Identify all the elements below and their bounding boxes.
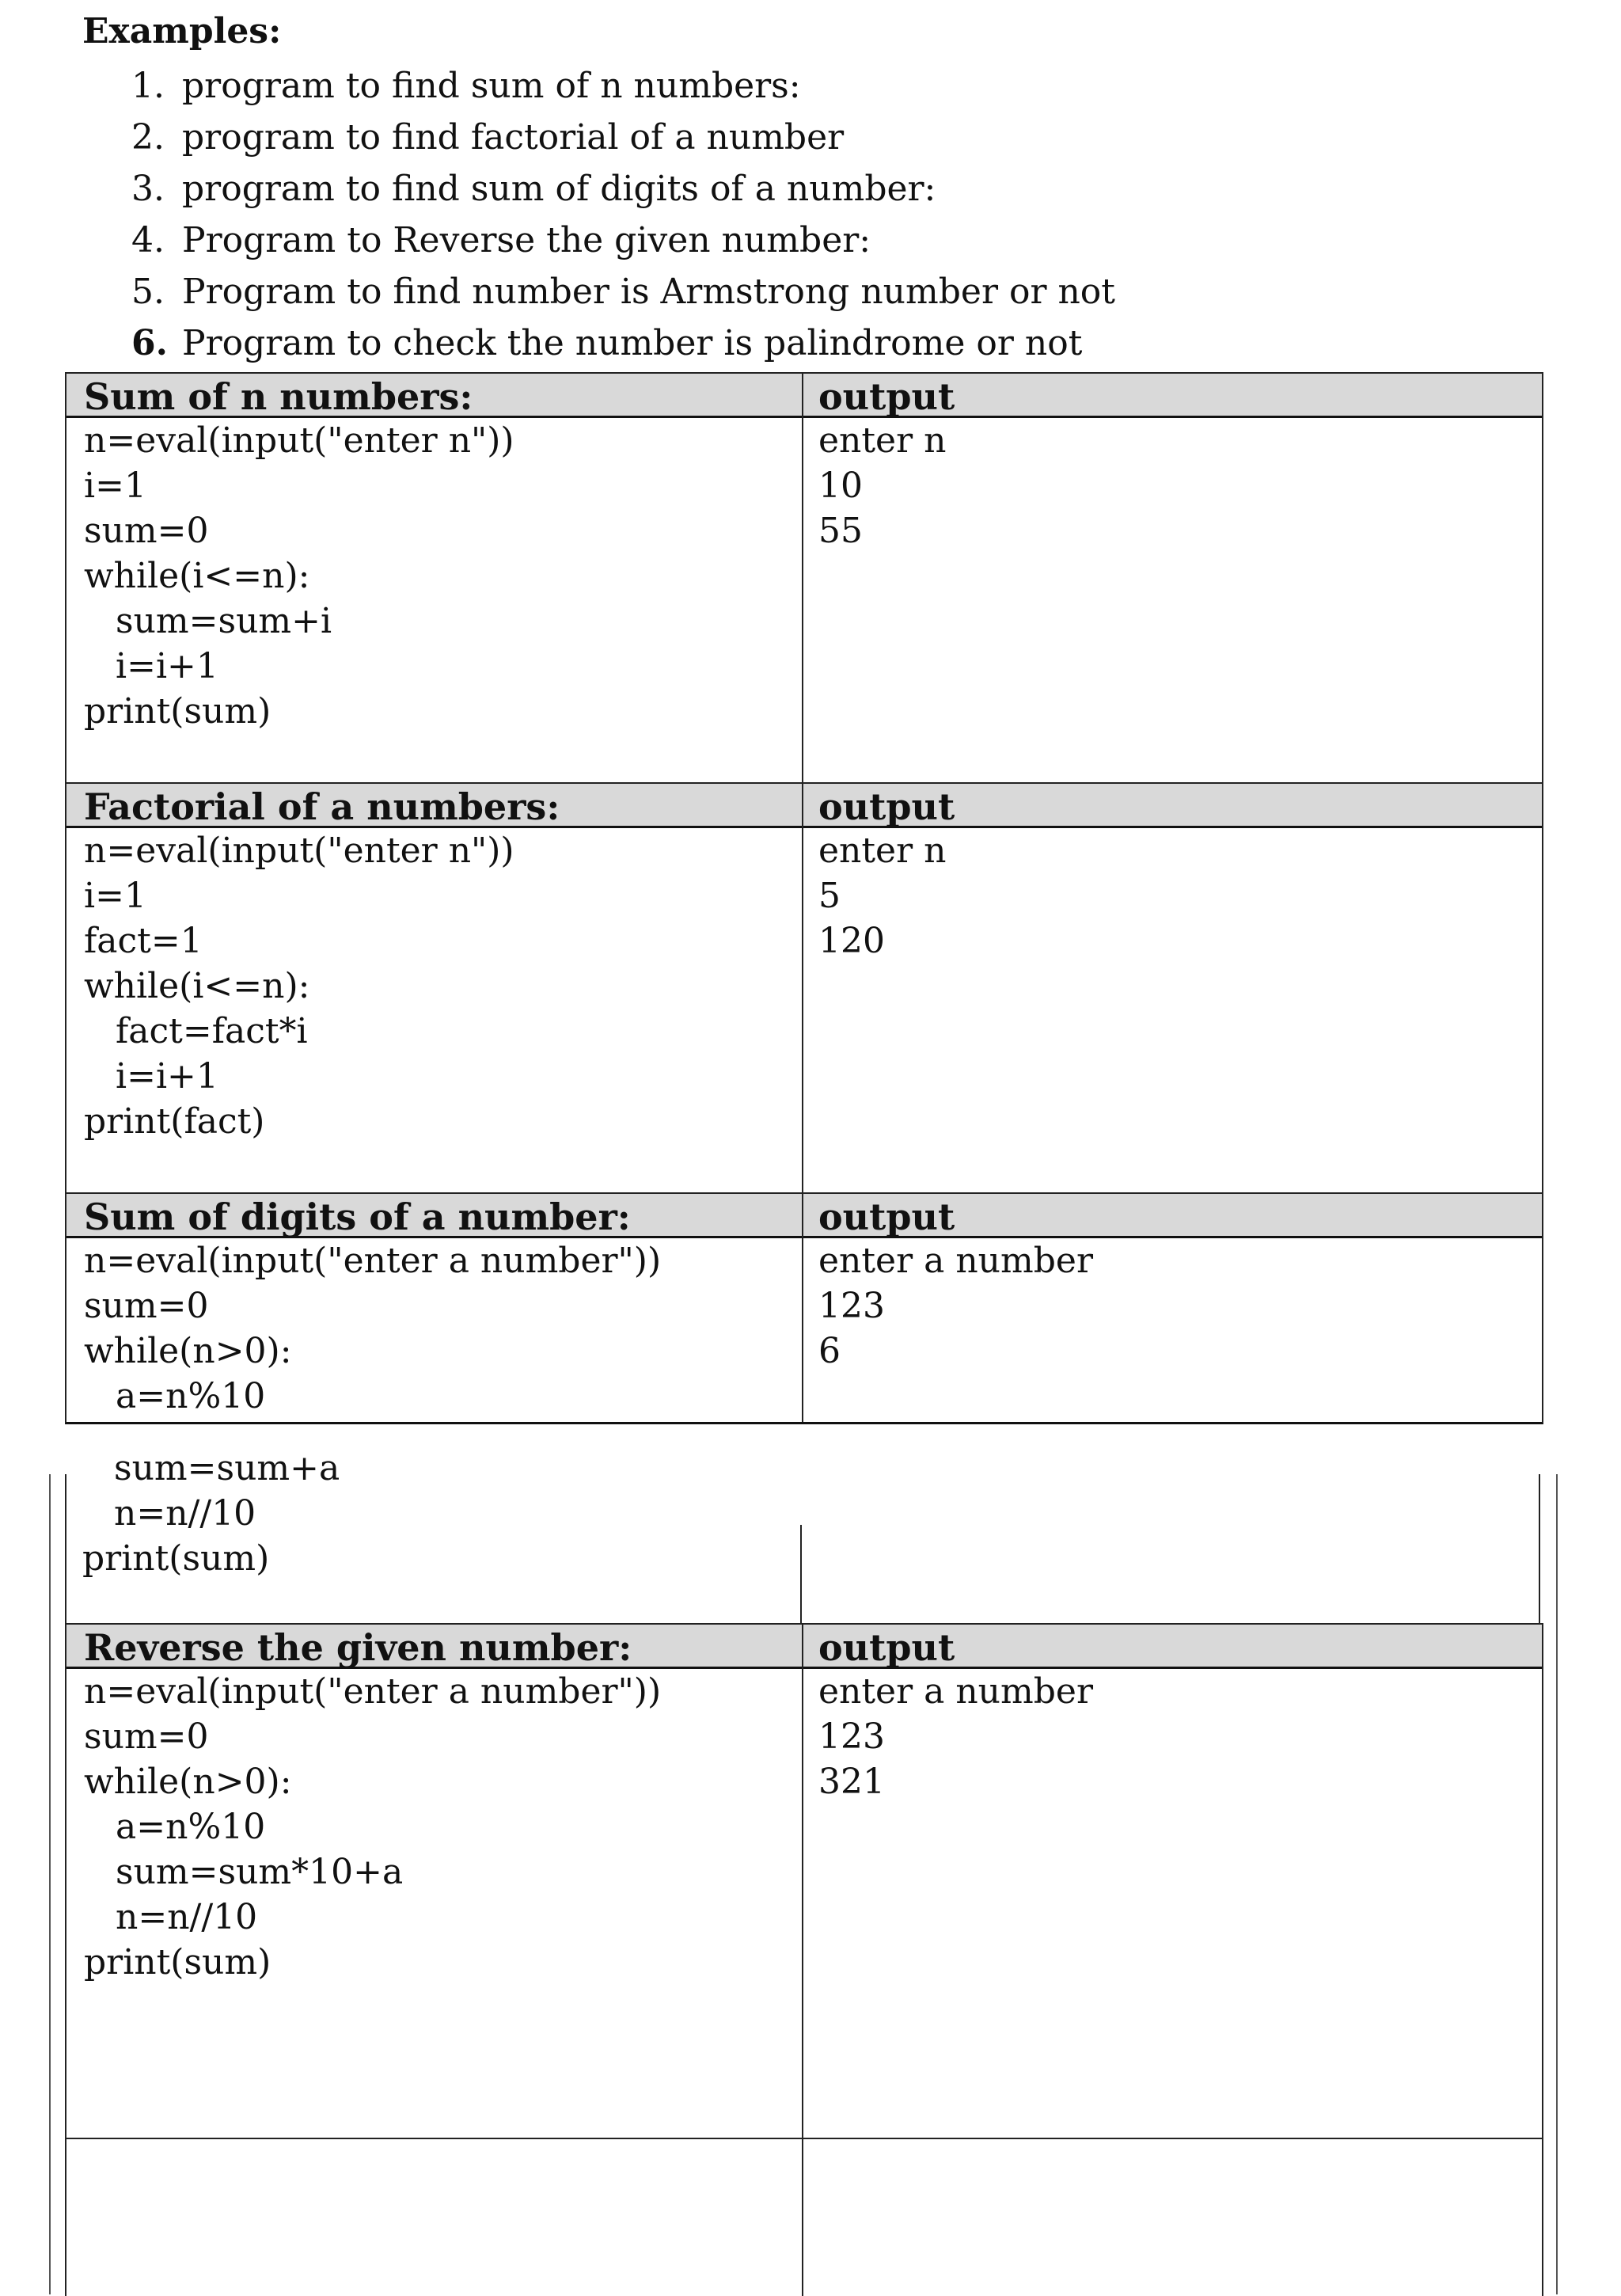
example-number: 1. — [131, 66, 165, 106]
output-label: output — [818, 375, 955, 418]
output-block — [818, 418, 946, 553]
example-item — [131, 215, 1115, 266]
output-label: output — [818, 1626, 955, 1669]
output-line: 6 — [818, 1331, 841, 1371]
code-block — [84, 1238, 661, 1419]
sum-of-digits-table — [65, 1192, 1543, 1424]
table-title: Sum of digits of a number: — [84, 1196, 631, 1238]
example-text: program to find factorial of a number — [182, 117, 845, 158]
output-label: output — [818, 1196, 955, 1238]
code-line: n=n//10 — [116, 1897, 258, 1937]
sum-of-n-table — [65, 372, 1543, 784]
code-line: print(sum) — [84, 1942, 271, 1982]
code-line: a=n%10 — [116, 1376, 266, 1416]
output-line: enter a number — [818, 1671, 1093, 1712]
code-line: a=n%10 — [116, 1807, 266, 1847]
output-block — [818, 1669, 1093, 1804]
table-header-row — [66, 782, 1542, 828]
examples-heading: Examples: — [82, 11, 282, 51]
example-text: Program to find number is Armstrong number or not — [182, 272, 1115, 312]
table-title: Factorial of a numbers: — [84, 785, 560, 828]
code-block — [84, 1669, 661, 1985]
code-line: i=1 — [84, 876, 146, 916]
example-number: 6. — [131, 323, 168, 363]
code-line: while(n>0): — [84, 1331, 292, 1371]
table-header-row — [66, 1192, 1542, 1238]
example-number: 3. — [131, 169, 165, 209]
code-line: n=eval(input("enter n")) — [84, 420, 514, 461]
code-block — [84, 828, 514, 1144]
table-header-row — [66, 372, 1542, 418]
output-line: 321 — [818, 1762, 885, 1802]
output-line: enter n — [818, 831, 947, 871]
output-line: 120 — [818, 921, 885, 961]
page-frame-right — [1556, 1474, 1558, 2294]
example-number: 4. — [131, 220, 165, 260]
example-item — [131, 266, 1115, 317]
code-line: i=i+1 — [116, 646, 218, 686]
output-line: 5 — [818, 876, 841, 916]
code-line: print(sum) — [84, 691, 271, 732]
output-line: 55 — [818, 511, 863, 551]
code-line: sum=sum*10+a — [116, 1852, 404, 1892]
output-line: enter n — [818, 420, 947, 461]
table-right-border — [1539, 1474, 1540, 1625]
output-block — [818, 828, 946, 964]
page-frame-left — [49, 1474, 51, 2294]
table-left-border — [65, 1474, 66, 1625]
table-header-row — [66, 1623, 1542, 1669]
code-block — [84, 418, 514, 734]
output-line: 123 — [818, 1286, 885, 1326]
code-line: while(n>0): — [84, 1762, 292, 1802]
example-item — [131, 163, 1115, 215]
factorial-table — [65, 782, 1543, 1192]
code-line: print(sum) — [82, 1538, 270, 1579]
table-title: Reverse the given number: — [84, 1626, 632, 1669]
example-text: Program to Reverse the given number: — [182, 220, 871, 260]
code-block — [82, 1446, 340, 1581]
code-line: n=eval(input("enter n")) — [84, 831, 514, 871]
column-divider — [802, 1623, 803, 2139]
code-line: print(fact) — [84, 1101, 265, 1142]
sum-of-digits-continuation — [65, 1446, 1540, 1625]
next-table-empty — [65, 2138, 1543, 2296]
code-line: n=n//10 — [114, 1493, 256, 1534]
code-line: while(i<=n): — [84, 556, 310, 596]
code-line: fact=fact*i — [116, 1011, 308, 1051]
output-line: enter a number — [818, 1241, 1093, 1281]
example-item — [131, 60, 1115, 112]
code-line: fact=1 — [84, 921, 203, 961]
example-item — [131, 112, 1115, 163]
code-line: sum=0 — [84, 1716, 209, 1757]
output-block — [818, 1238, 1093, 1374]
output-line: 123 — [818, 1716, 885, 1757]
example-item — [131, 317, 1115, 369]
code-line: while(i<=n): — [84, 966, 310, 1006]
examples-list — [131, 60, 1115, 369]
reverse-number-table — [65, 1623, 1543, 2139]
code-line: sum=sum+a — [114, 1448, 340, 1488]
column-divider — [802, 372, 803, 784]
code-line: i=1 — [84, 466, 146, 506]
column-divider — [802, 782, 803, 1192]
code-line: sum=0 — [84, 1286, 209, 1326]
code-line: i=i+1 — [116, 1056, 218, 1097]
example-text: program to find sum of n numbers: — [182, 66, 801, 106]
output-label: output — [818, 785, 955, 828]
code-line: sum=sum+i — [116, 601, 332, 641]
column-divider — [800, 1525, 802, 1625]
column-divider — [802, 2139, 803, 2296]
code-line: n=eval(input("enter a number")) — [84, 1671, 662, 1712]
output-line: 10 — [818, 466, 863, 506]
table-title: Sum of n numbers: — [84, 375, 473, 418]
example-number: 2. — [131, 117, 165, 158]
example-text: Program to check the number is palindrome or not — [182, 323, 1083, 363]
code-line: n=eval(input("enter a number")) — [84, 1241, 662, 1281]
code-line: sum=0 — [84, 511, 209, 551]
example-number: 5. — [131, 272, 165, 312]
example-text: program to find sum of digits of a number: — [182, 169, 936, 209]
column-divider — [802, 1192, 803, 1422]
